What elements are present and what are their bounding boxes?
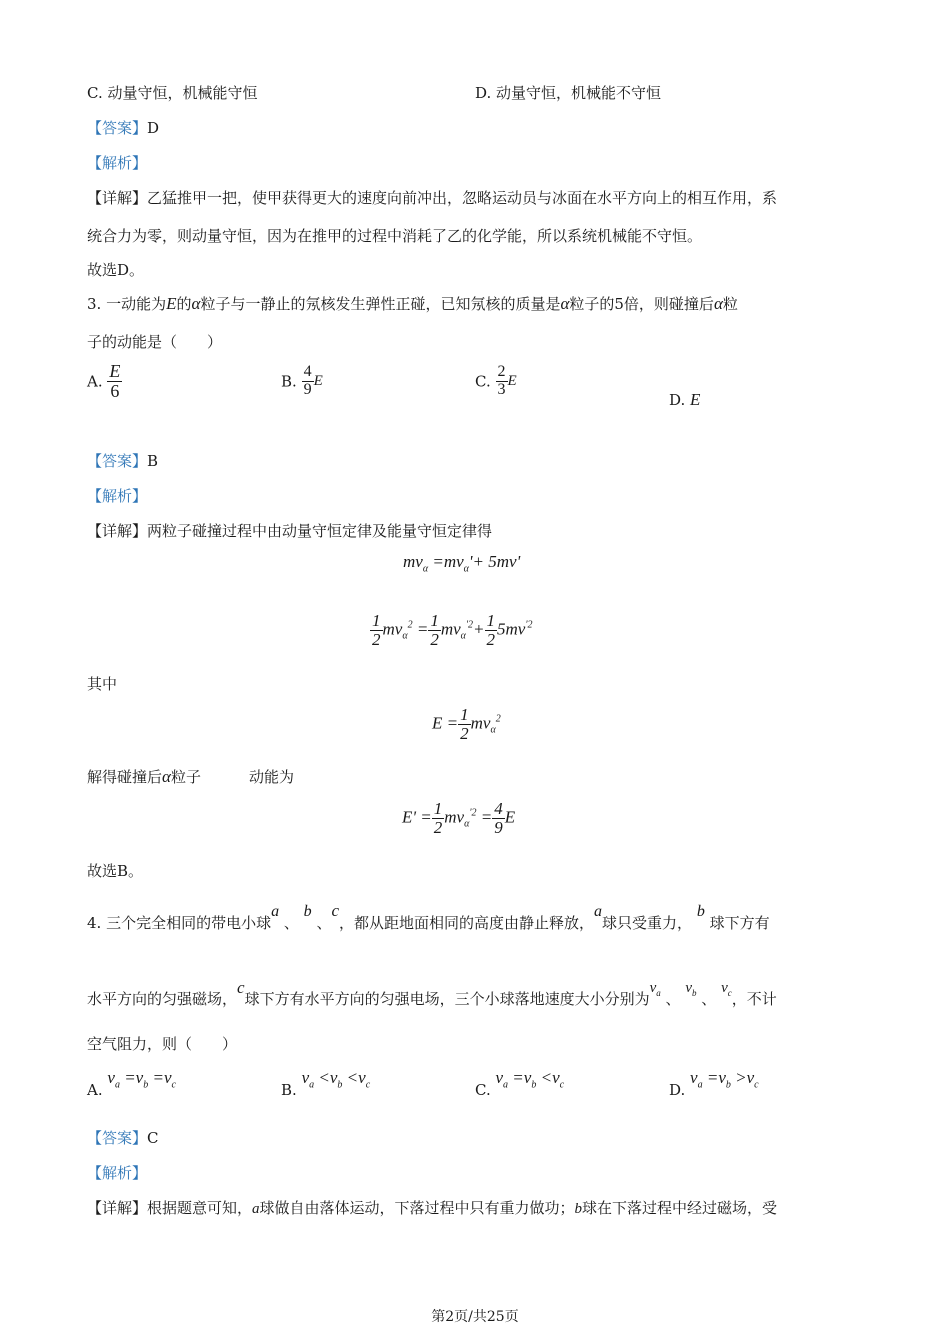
symbol-alpha: α [162,767,171,786]
q4-analysis-tag: 【解析】 [87,1164,148,1182]
answer-value: B [147,452,159,470]
q3-solve-line [87,766,294,787]
q2-analysis-tag: 【解析】 [87,154,148,172]
answer-tag: 【答案】 [87,1129,148,1147]
q3-option-b [281,364,323,399]
detail-tag: 【详解】 [87,1199,148,1217]
stem-text: 3. 一动能为 [87,295,167,313]
q4-stem-line1 [87,901,770,933]
equation-energy: $\frac{1}{2}$ $mv_\alpha^2$ = $\frac{1}{2}$ $mv_\alpha^{'2}+$ $\frac{1}{2}$ $5mv^{'2}$ [372,611,533,649]
answer-value: C [147,1129,159,1147]
stem-text: 的 [176,295,192,313]
q3-option-a [87,362,122,401]
equation-momentum: $mv_\alpha =mv_\alpha'+ 5mv'$ [403,552,521,575]
symbol-b: b [574,1201,583,1217]
q3-conclusion: 故选B。 [87,862,144,880]
fraction: $\frac{1}{2}$ [433,799,443,837]
numerator: 2 [497,363,506,380]
numerator: 4 [303,363,312,380]
q4-option-d: D. $v_a =v_b >v_c$ [669,1068,759,1099]
q2-conclusion: 故选D。 [87,261,145,279]
separator: 、 [283,914,299,932]
option-label: C. [475,1081,491,1099]
option-label: A. [87,372,103,391]
stem-text: ，不计 [731,990,777,1008]
answer-tag: 【答案】 [87,452,148,470]
q4-stem-line2 [87,978,777,1009]
q4-option-b: B. $v_a <v_b <v_c$ [281,1068,371,1099]
symbol-vc: vc [721,980,732,998]
equation-kinetic-energy: E = $\frac{1}{2}$ $mv_\alpha^2$ [432,705,501,743]
page-footer [0,1306,950,1326]
answer-value: D [147,119,160,137]
q2-answer-line [87,117,159,138]
stem-text: 粒子的5倍，则碰撞后 [569,295,714,313]
q4-stem-line3: 空气阻力，则（ ） [87,1035,238,1053]
answer-tag: 【答案】 [87,119,148,137]
stem-text: 球只受重力， [602,914,693,932]
detail-text: 乙猛推甲一把，使甲获得更大的速度向前冲出，忽略运动员与冰面在水平方向上的相互作用，系 [147,189,778,207]
q3-analysis-tag: 【解析】 [87,487,148,505]
q3-stem-line1 [87,293,738,314]
fraction [302,364,314,399]
numerator: E [109,361,121,381]
option-label: B. [281,1081,297,1099]
page-number: 第2页/共25页 [431,1309,519,1325]
q4-answer-line [87,1127,159,1148]
symbol-va: va [649,980,661,998]
option-label: D. [669,1081,686,1099]
denominator: 3 [497,380,506,398]
separator: 、 [701,990,717,1008]
detail-tag: 【详解】 [87,522,148,540]
option-tail: E [507,372,517,389]
detail-text: 根据题意可知， [147,1199,253,1217]
q3-option-c [475,364,517,399]
denominator: 9 [303,380,312,398]
stem-text: 粒 [722,295,738,313]
option-label: B. [281,372,297,391]
stem-text: 4. 三个完全相同的带电小球 [87,914,272,932]
option-tail: E [690,390,701,409]
option-tail: E [313,372,323,389]
q4-option-a: A. $v_a =v_b =v_c$ [87,1068,176,1099]
fraction [496,364,508,399]
detail-text: 两粒子碰撞过程中由动量守恒定律及能量守恒定律得 [147,522,493,540]
detail-text: 球在下落过程中经过磁场，受 [582,1199,778,1217]
solve-text: 动能为 [248,768,294,786]
solve-text: 粒子 [170,768,201,786]
symbol-E: E [166,294,177,313]
option-label: C. [475,372,491,391]
q2-option-c: C. 动量守恒，机械能守恒 [87,84,258,102]
stem-text: 粒子与一静止的氖核发生弹性正碰，已知氖核的质量是 [200,295,561,313]
q3-stem-line2: 子的动能是（ ） [87,333,223,351]
q2-detail-line1 [87,187,777,208]
q2-option-d: D. 动量守恒，机械能不守恒 [475,84,662,102]
fraction: $\frac{1}{2}$ [486,611,496,649]
equation-result: E' = $\frac{1}{2}$ $mv_\alpha^{'2}$ = $\frac{4}{9}$ E [402,799,516,837]
q3-detail-line [87,520,492,541]
stem-text: 水平方向的匀强磁场， [87,990,238,1008]
stem-text: 球下方有水平方向的匀强电场，三个小球落地速度大小分别为 [244,990,650,1008]
q4-option-c: C. $v_a =v_b <v_c$ [475,1068,565,1099]
detail-tag: 【详解】 [87,189,148,207]
symbol-a: a [594,903,603,920]
denominator: 6 [110,380,120,401]
stem-text: 球下方有 [709,914,770,932]
stem-text: ，都从距地面相同的高度由静止释放， [339,914,595,932]
symbol-a: a [271,903,280,920]
fraction: $\frac{4}{9}$ [494,799,503,837]
symbol-c: c [237,978,245,997]
separator: 、 [665,990,681,1008]
q2-detail-line2: 统合力为零，则动量守恒，因为在推甲的过程中消耗了乙的化学能，所以系统机械能不守恒。 [87,227,703,245]
symbol-b: b [696,903,705,920]
solve-text: 解得碰撞后 [87,768,163,786]
q3-among: 其中 [87,675,118,693]
symbol-a: a [252,1201,260,1217]
fraction: $\frac{1}{2}$ [430,611,439,649]
fraction: $\frac{1}{2}$ [372,611,381,649]
option-label: D. [669,391,686,409]
fraction [107,362,122,401]
separator: 、 [316,914,332,932]
q3-answer-line [87,450,158,471]
detail-text: 球做自由落体运动，下落过程中只有重力做功； [259,1199,575,1217]
q4-detail-line [87,1197,777,1218]
fraction: $\frac{1}{2}$ [460,705,469,743]
option-label: A. [87,1081,103,1099]
q3-option-d [669,390,700,410]
symbol-alpha: α [713,294,723,313]
symbol-c: c [331,901,340,920]
symbol-alpha: α [191,294,201,313]
symbol-b: b [303,903,312,920]
symbol-vb: vb [685,980,697,998]
symbol-alpha: α [560,294,570,313]
